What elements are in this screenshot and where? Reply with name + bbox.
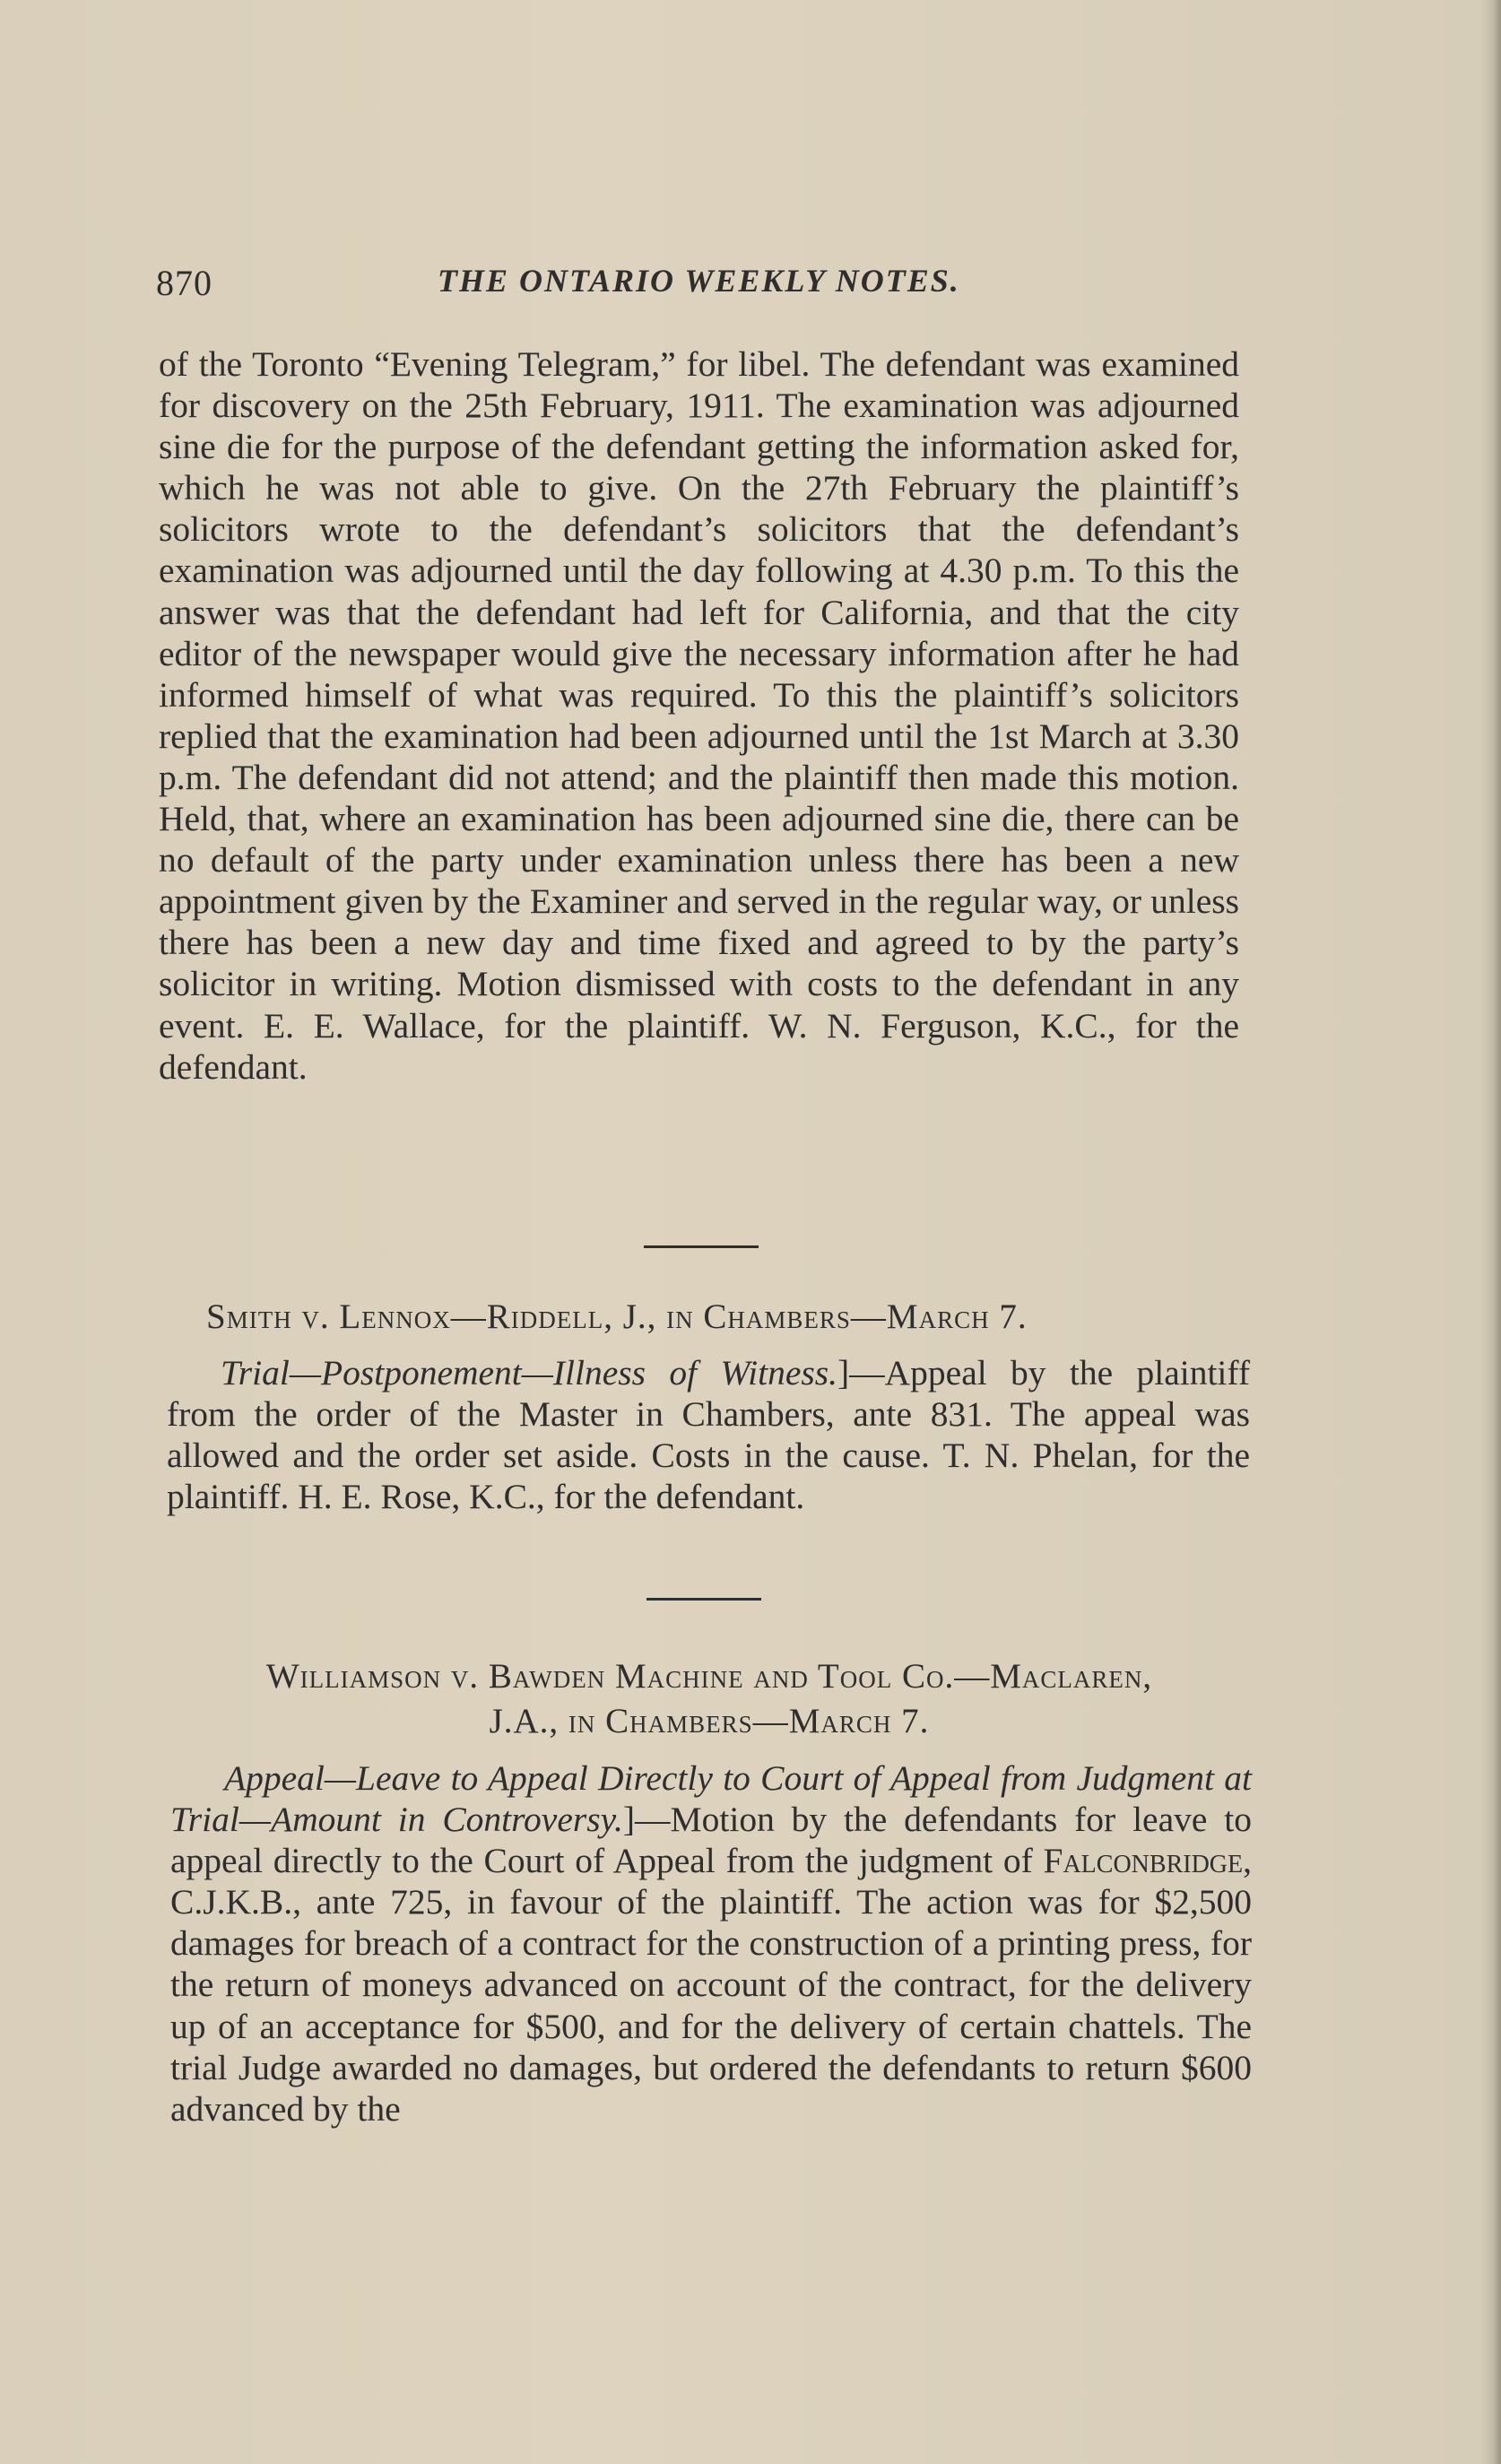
judge-name: Falconbridge bbox=[1043, 1841, 1244, 1881]
case-heading-line: J.A., in Chambers—March 7. bbox=[489, 1702, 930, 1740]
paragraph-williamson-v-bawden bbox=[170, 1757, 1252, 2130]
section-divider bbox=[644, 1245, 759, 1248]
paragraph-smith-v-lennox bbox=[167, 1352, 1250, 1517]
case-heading-smith-v-lennox: Smith v. Lennox—Riddell, J., in Chambers—March 7. bbox=[206, 1297, 1028, 1336]
case-body: , C.J.K.B., ante 725, in favour of the plaintiff. The action was for $2,500 damages for breach of a contract for the construction of a printing press, for the return of moneys advanced on account of the contract, for the delivery up of an acceptance for $500, and for the delivery of certain chattels. The trial Judge awarded no damages, but ordered the defendants to return $600 advanced by the bbox=[170, 1841, 1252, 2129]
catchwords: Trial—Postponement—Illness of Witness. bbox=[221, 1353, 837, 1393]
paragraph-libel-case: of the Toronto “Evening Telegram,” for libel. The defendant was examined for discovery on the 25th February, 1911. The examination was adjourned sine die for the purpose of the defendant getting the information asked for, which he was not able to give. On the 27th February the plaintiff’s solicitors wrote to the defendant’s solicitors that the defendant’s examination was adjourned until the day following at 4.30 p.m. To this the answer was that the defendant had left for California, and that the city editor of the newspaper would give the necessary information after he had informed himself of what was required. To this the plaintiff’s solicitors replied that the examination had been adjourned until the 1st March at 3.30 p.m. The defendant did not attend; and the plaintiff then made this motion. Held, that, where an examination has been adjourned sine die, there can be no default of the party under examination unless there has been a new appointment given by the Examiner and served in the regular way, or unless there has been a new day and time fixed and agreed to by the party’s solicitor in writing. Motion dismissed with costs to the defendant in any event. E. E. Wallace, for the plaintiff. W. N. Ferguson, K.C., for the defendant. bbox=[159, 344, 1239, 1087]
page-number: 870 bbox=[156, 263, 213, 303]
case-body: ]—Appeal by the plaintiff from the order of the Master in Chambers, ante 831. The appeal was allowed and the order set aside. Costs in the cause. T. N. Phelan, for the plaintiff. H. E. Rose, K.C., for the defendant. bbox=[167, 1353, 1251, 1517]
catchwords: Appeal—Leave to Appeal Directly to Court of Appeal from Judgment at Trial—Amount in Controversy. bbox=[170, 1758, 1252, 1840]
case-heading-line: Williamson v. Bawden Machine and Tool Co.—Maclaren, bbox=[265, 1657, 1153, 1696]
page-edge-shadow bbox=[1481, 0, 1501, 2464]
section-divider bbox=[646, 1598, 761, 1601]
case-body: ]—Motion by the defendants for leave to appeal directly to the Court of Appeal from the judgment of bbox=[170, 1800, 1252, 1881]
case-heading-williamson-v-bawden bbox=[167, 1654, 1252, 1744]
running-title: THE ONTARIO WEEKLY NOTES. bbox=[438, 263, 960, 299]
